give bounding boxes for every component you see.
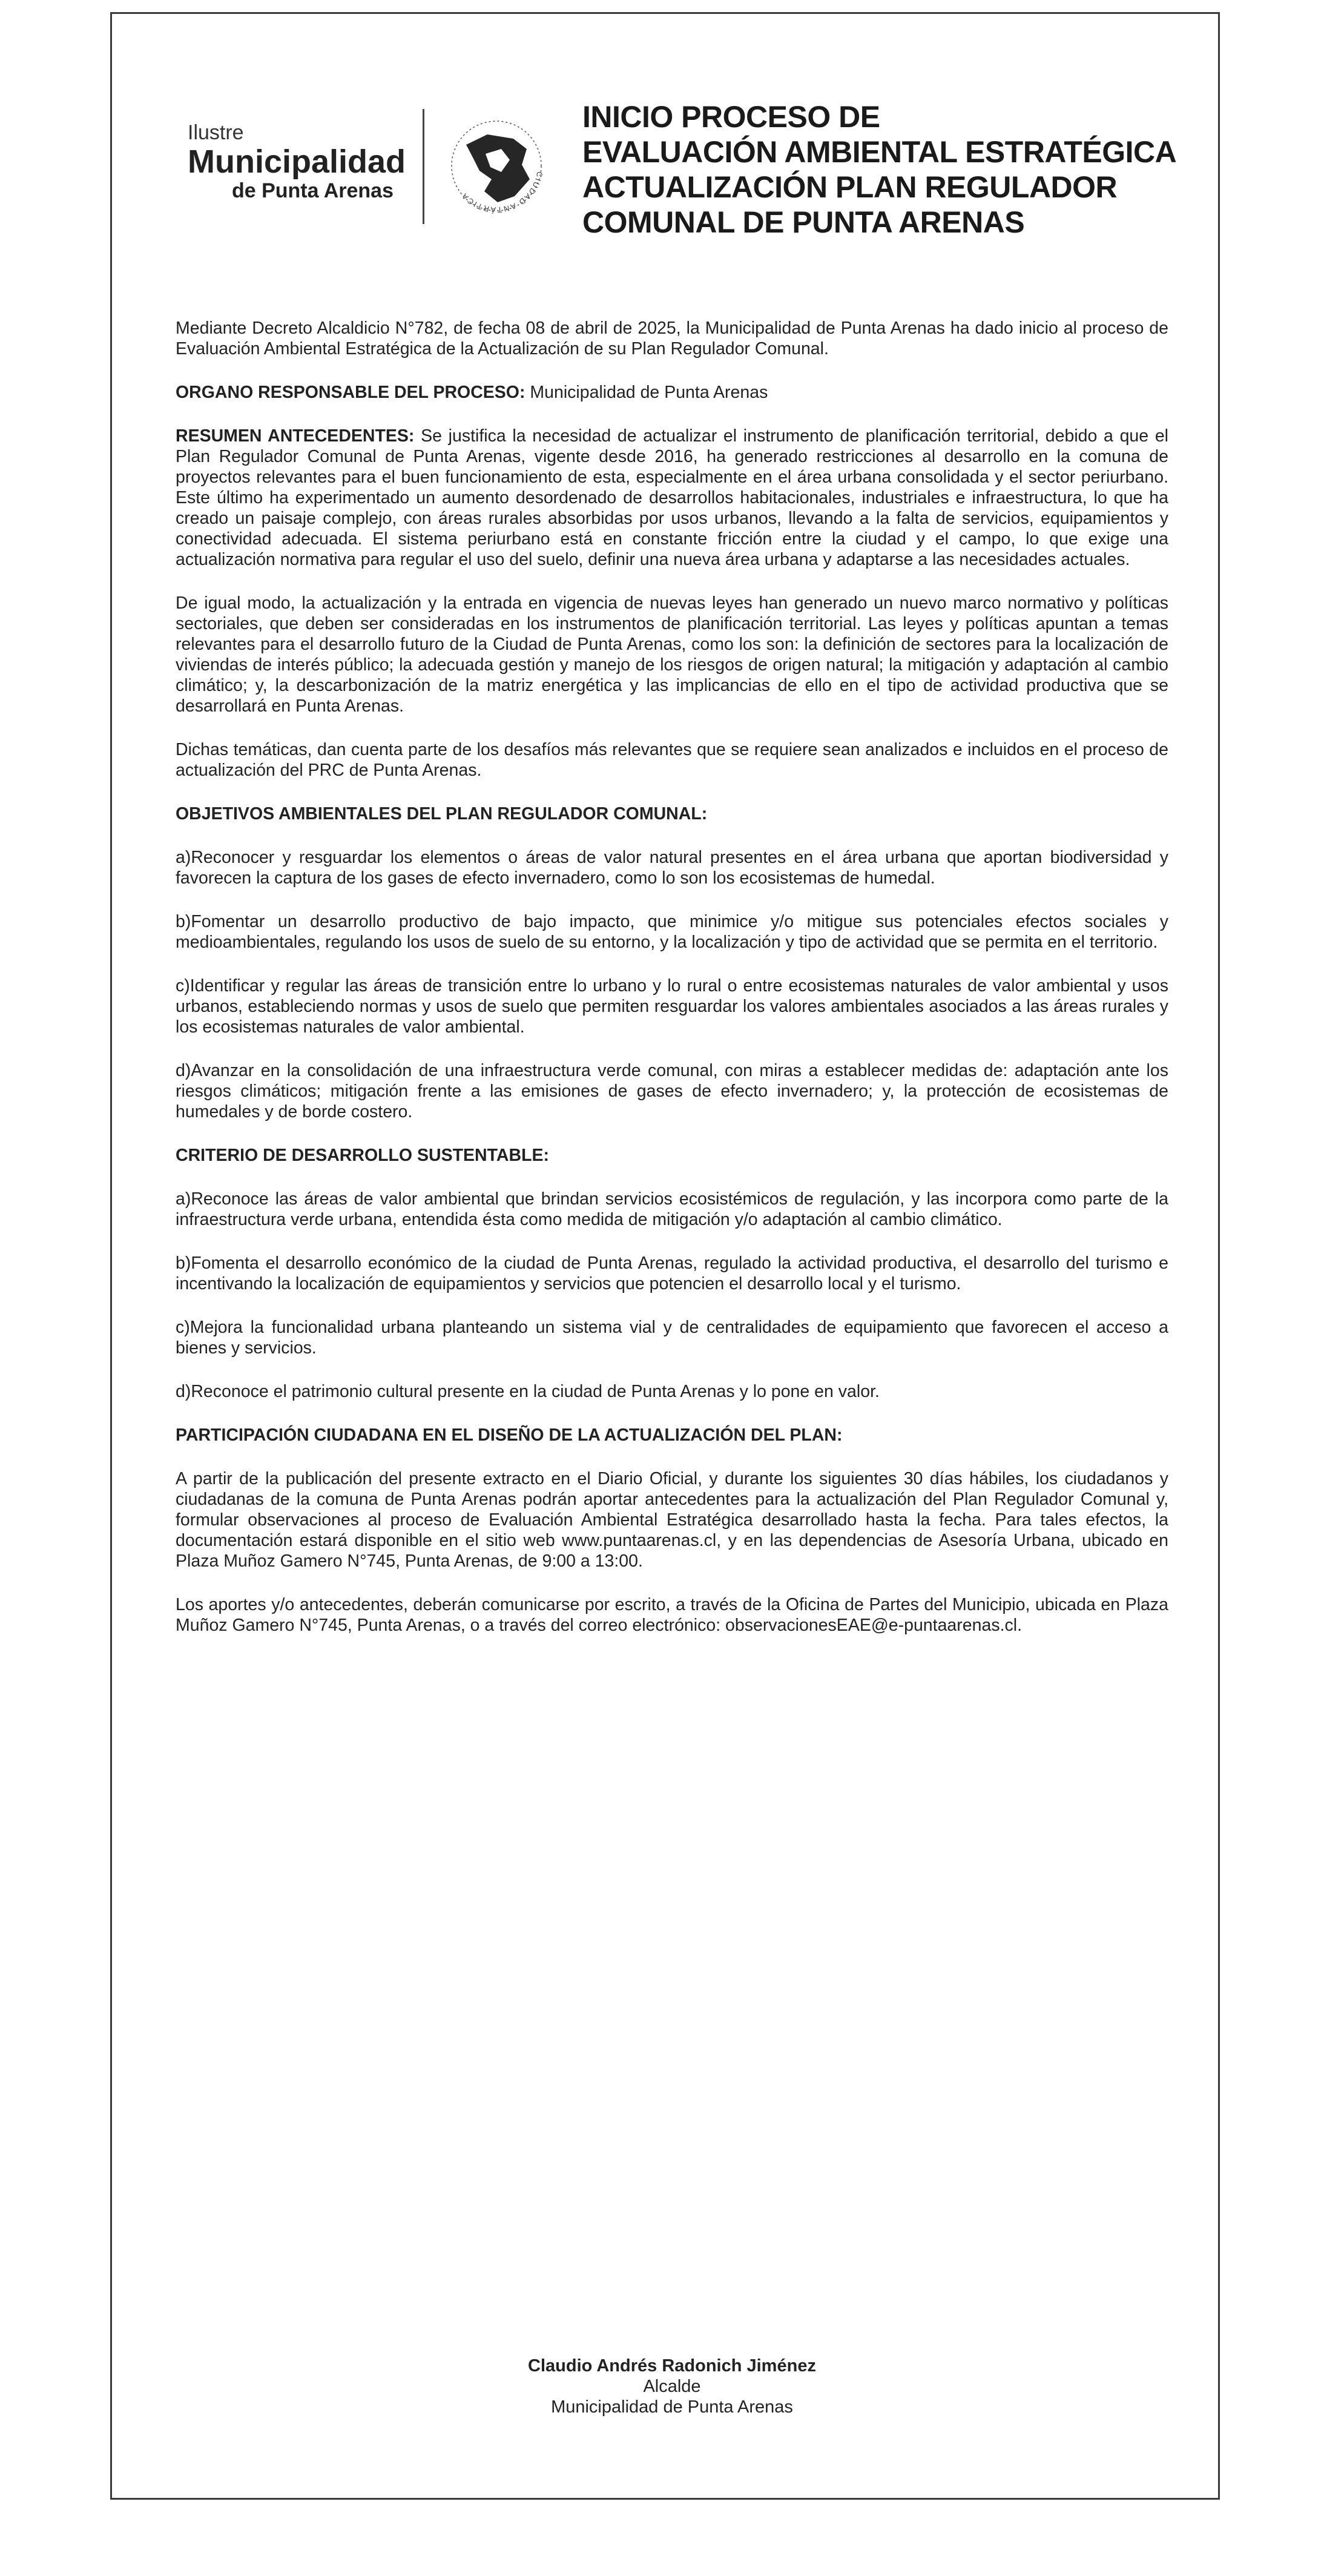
objetivo-a: a)Reconocer y resguardar los elementos o áreas de valor natural presentes en el área urbana que aportan biodiversidad y favorecen la captura de los gases de efecto invernadero, como lo son los ecosistemas de humedal.: [176, 848, 1168, 888]
document-title: [582, 99, 1182, 240]
participacion-heading: PARTICIPACIÓN CIUDADANA EN EL DISEÑO DE LA ACTUALIZACIÓN DEL PLAN:: [176, 1425, 843, 1445]
organo-value: Municipalidad de Punta Arenas: [525, 383, 768, 402]
signature-block: [176, 2356, 1168, 2417]
logo-divider: [423, 109, 424, 224]
logo-line-punta-arenas: de Punta Arenas: [231, 179, 394, 202]
intro-paragraph: Mediante Decreto Alcaldicio N°782, de fecha 08 de abril de 2025, la Municipalidad de Punta Arenas ha dado inicio al proceso de Evaluación Ambiental Estratégica de la Actualización de su Plan Regulador Comunal.: [176, 319, 1168, 358]
logo-line-municipalidad: Municipalidad: [188, 144, 406, 180]
criterio-a: a)Reconoce las áreas de valor ambiental que brindan servicios ecosistémicos de regulación, y las incorpora como parte de la infraestructura verde urbana, entendida ésta como medida de mitigación y/o adaptación al cambio climático.: [176, 1189, 1168, 1229]
resumen-paragraph: [176, 426, 1168, 570]
igual-paragraph: De igual modo, la actualización y la entrada en vigencia de nuevas leyes han generado un nuevo marco normativo y políticas sectoriales, que deben ser consideradas en los instrumentos de planificación territorial. Las leyes y políticas apuntan a temas relevantes para el desarrollo futuro de la Ciudad de Punta Arenas, como los son: la definición de sectores para la localización de viviendas de interés público; la adecuada gestión y manejo de los riesgos de origen natural; la mitigación y adaptación al cambio climático; y, la descarbonización de la matriz energética y las implicancias de ello en el tipo de actividad productiva que se desarrollará en Punta Arenas.: [176, 593, 1168, 716]
signer-organization: Municipalidad de Punta Arenas: [551, 2397, 793, 2417]
resumen-text: Se justifica la necesidad de actualizar el instrumento de planificación territorial, debido a que el Plan Regulador Comunal de Punta Arenas, vigente desde 2016, ha generado restricciones al desarrollo en la comuna de proyectos relevantes para el buen funcionamiento de esta, especialmente en el área urbana consolidada y el sector periurbano. Este último ha experimentado un aumento desordenado de desarrollos habitacionales, industriales e infraestructura, lo que ha creado un paisaje complejo, con áreas rurales absorbidas por usos urbanos, llevando a la falta de servicios, equipamientos y conectividad adecuada. El sistema periurbano está en constante fricción entre la ciudad y el campo, lo que exige una actualización normativa para regular el uso del suelo, definir una nueva área urbana y adaptarse a las necesidades actuales.: [176, 426, 1169, 569]
criterio-b: b)Fomenta el desarrollo económico de la ciudad de Punta Arenas, regulado la actividad productiva, el desarrollo del turismo e incentivando la localización de equipamientos y servicios que potencien el desarrollo local y el turismo.: [176, 1253, 1168, 1293]
resumen-label: RESUMEN ANTECEDENTES:: [176, 426, 415, 446]
title-line-4: COMUNAL DE PUNTA ARENAS: [582, 205, 1025, 239]
city-seal-icon: [442, 111, 551, 220]
document-body: [176, 318, 1168, 1659]
organo-paragraph: [176, 382, 1168, 403]
logo-line-ilustre: Ilustre: [188, 121, 244, 144]
dichas-paragraph: Dichas temáticas, dan cuenta parte de los desafíos más relevantes que se requiere sean analizados e incluidos en el proceso de actualización del PRC de Punta Arenas.: [176, 740, 1168, 780]
signer-name: Claudio Andrés Radonich Jiménez: [528, 2356, 816, 2376]
objetivo-b: b)Fomentar un desarrollo productivo de bajo impacto, que minimice y/o mitigue sus potenciales efectos sociales y medioambientales, regulando los usos de suelo de su entorno, y la localización y tipo de actividad que se permita en el territorio.: [176, 912, 1168, 952]
participacion-paragraph-1: A partir de la publicación del presente extracto en el Diario Oficial, y durante los siguientes 30 días hábiles, los ciudadanos y ciudadanas de la comuna de Punta Arenas podrán aportar antecedentes para la actualización del Plan Regulador Comunal y, formular observaciones al proceso de Evaluación Ambiental Estratégica desarrollado hasta la fecha. Para tales efectos, la documentación estará disponible en el sitio web www.puntaarenas.cl, y en las dependencias de Asesoría Urbana, ubicado en Plaza Muñoz Gamero N°745, Punta Arenas, de 9:00 a 13:00.: [176, 1469, 1168, 1571]
title-line-2: EVALUACIÓN AMBIENTAL ESTRATÉGICA: [582, 135, 1177, 169]
objetivo-c: c)Identificar y regular las áreas de transición entre lo urbano y lo rural o entre ecosistemas naturales de valor ambiental y usos urbanos, estableciendo normas y usos de suelo que permiten resguardar los valores ambientales asociados a las áreas rurales y los ecosistemas naturales de valor ambiental.: [176, 976, 1168, 1037]
title-line-1: INICIO PROCESO DE: [582, 100, 880, 134]
header: [176, 91, 1181, 248]
objetivos-heading: OBJETIVOS AMBIENTALES DEL PLAN REGULADOR COMUNAL:: [176, 804, 708, 824]
title-line-3: ACTUALIZACIÓN PLAN REGULADOR: [582, 170, 1118, 204]
criterio-heading: CRITERIO DE DESARROLLO SUSTENTABLE:: [176, 1146, 549, 1165]
seal-text: CIUDAD ANTÁRTICA: [459, 170, 545, 215]
participacion-paragraph-2: Los aportes y/o antecedentes, deberán comunicarse por escrito, a través de la Oficina de Partes del Municipio, ubicada en Plaza Muñoz Gamero N°745, Punta Arenas, o a través del correo electrónico: observacionesEAE@e-puntaarenas.cl.: [176, 1595, 1168, 1635]
criterio-d: d)Reconoce el patrimonio cultural presente en la ciudad de Punta Arenas y lo pone en valor.: [176, 1382, 880, 1401]
organo-label: ORGANO RESPONSABLE DEL PROCESO:: [176, 383, 525, 402]
municipality-logo: [188, 121, 406, 203]
objetivo-d: d)Avanzar en la consolidación de una infraestructura verde comunal, con miras a establecer medidas de: adaptación ante los riesgos climáticos; mitigación frente a las emisiones de gases de efecto invernadero; y, la protección de ecosistemas de humedales y de borde costero.: [176, 1061, 1168, 1121]
criterio-c: c)Mejora la funcionalidad urbana planteando un sistema vial y de centralidades de equipamiento que favorecen el acceso a bienes y servicios.: [176, 1318, 1168, 1358]
signer-role: Alcalde: [643, 2377, 701, 2396]
